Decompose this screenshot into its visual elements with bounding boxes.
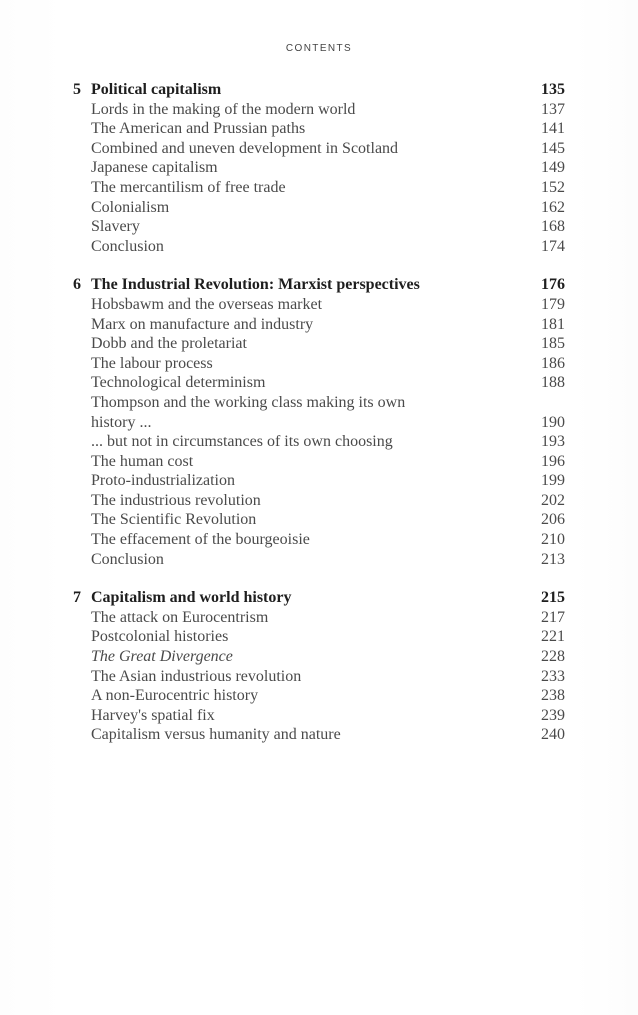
entry-page: 196	[541, 452, 565, 470]
entry-title: Proto-industrialization	[91, 472, 235, 490]
toc-entry[interactable]	[0, 354, 638, 374]
entry-title: Thompson and the working class making its own	[91, 393, 406, 411]
toc-entry[interactable]	[0, 158, 638, 178]
entry-title: The Great Divergence	[91, 648, 233, 666]
entry-page: 186	[541, 354, 565, 372]
toc-entry[interactable]	[0, 706, 638, 726]
entry-page: 188	[541, 374, 565, 392]
toc-entry[interactable]	[0, 295, 638, 315]
toc-entry[interactable]	[0, 452, 638, 472]
entry-page: 233	[541, 667, 565, 685]
entry-title: Hobsbawm and the overseas market	[91, 295, 323, 313]
toc-entry[interactable]	[0, 334, 638, 354]
entry-page: 181	[541, 315, 565, 333]
toc-entry[interactable]	[0, 315, 638, 335]
toc-entry[interactable]	[0, 100, 638, 120]
toc-entry[interactable]	[0, 217, 638, 237]
toc-entry[interactable]	[0, 647, 638, 667]
toc-entry[interactable]	[0, 491, 638, 511]
entry-page: 137	[541, 100, 565, 118]
entry-title: A non-Eurocentric history	[91, 687, 259, 705]
toc-entry[interactable]	[0, 530, 638, 550]
entry-page: 152	[541, 178, 565, 196]
chapter-page: 215	[541, 589, 565, 607]
toc-entry[interactable]	[0, 139, 638, 159]
entry-title: Marx on manufacture and industry	[91, 315, 314, 333]
entry-title: Dobb and the proletariat	[91, 335, 247, 353]
entry-title: Conclusion	[91, 550, 164, 568]
chapter-title: The Industrial Revolution: Marxist perspectives	[91, 276, 420, 294]
entry-page: 174	[541, 237, 565, 255]
toc-entry[interactable]	[0, 627, 638, 647]
entry-title: Conclusion	[91, 237, 164, 255]
entry-page: 145	[541, 139, 565, 157]
entry-page: 141	[541, 120, 565, 138]
entry-title: The human cost	[91, 452, 194, 470]
toc-entry[interactable]	[0, 178, 638, 198]
toc-entry[interactable]	[0, 198, 638, 218]
entry-title: The Asian industrious revolution	[91, 667, 302, 685]
entry-title: ... but not in circumstances of its own choosing	[91, 433, 393, 451]
chapter-number: 7	[73, 589, 81, 607]
entry-title: Japanese capitalism	[91, 159, 218, 177]
chapter-6	[0, 275, 638, 569]
toc-entry[interactable]	[0, 550, 638, 570]
chapter-page: 135	[541, 81, 565, 98]
entry-title: The labour process	[91, 354, 213, 372]
entry-page: 149	[541, 159, 565, 177]
table-of-contents	[0, 80, 638, 745]
chapter-heading[interactable]	[0, 588, 638, 608]
running-head: CONTENTS	[285, 43, 353, 54]
entry-title: Slavery	[91, 218, 140, 236]
entry-title: The industrious revolution	[91, 491, 261, 509]
toc-entry[interactable]	[0, 471, 638, 491]
entry-title: Colonialism	[91, 198, 170, 216]
toc-entry[interactable]	[0, 237, 638, 257]
entry-page: 162	[541, 198, 565, 216]
entry-title: The mercantilism of free trade	[91, 178, 286, 196]
entry-page: 221	[541, 628, 565, 646]
chapter-number: 5	[73, 81, 81, 98]
entry-page: 240	[541, 726, 565, 744]
entry-page: 179	[541, 295, 565, 313]
chapter-page: 176	[541, 276, 565, 294]
entry-page: 185	[541, 335, 565, 353]
entry-title: Technological determinism	[91, 374, 266, 392]
entry-page: 199	[541, 472, 565, 490]
entry-page: 213	[541, 550, 565, 568]
chapter-5	[0, 80, 638, 256]
entry-page: 206	[541, 511, 565, 529]
toc-entry[interactable]	[0, 725, 638, 745]
toc-entry-continued[interactable]	[0, 413, 638, 433]
chapter-title: Political capitalism	[91, 81, 222, 98]
toc-entry[interactable]	[0, 686, 638, 706]
entry-title: The American and Prussian paths	[91, 120, 306, 138]
entry-title: The Scientific Revolution	[91, 511, 257, 529]
toc-entry[interactable]	[0, 373, 638, 393]
entry-page: 190	[541, 413, 565, 431]
entry-title: Lords in the making of the modern world	[91, 100, 356, 118]
entry-title: Combined and uneven development in Scotland	[91, 139, 399, 157]
entry-title: Capitalism versus humanity and nature	[91, 726, 341, 744]
toc-entry[interactable]	[0, 608, 638, 628]
chapter-title: Capitalism and world history	[91, 589, 292, 607]
entry-title: Postcolonial histories	[91, 628, 229, 646]
entry-title: The attack on Eurocentrism	[91, 608, 269, 626]
chapter-7	[0, 588, 638, 745]
toc-entry[interactable]	[0, 510, 638, 530]
entry-page: 202	[541, 491, 565, 509]
entry-page: 238	[541, 687, 565, 705]
entry-page: 210	[541, 531, 565, 549]
entry-page: 168	[541, 218, 565, 236]
entry-page: 193	[541, 433, 565, 451]
toc-entry[interactable]	[0, 432, 638, 452]
chapter-number: 6	[73, 276, 81, 294]
toc-entry[interactable]	[0, 119, 638, 139]
entry-title: The effacement of the bourgeoisie	[91, 531, 310, 549]
chapter-heading[interactable]	[0, 275, 638, 295]
toc-entry[interactable]	[0, 667, 638, 687]
chapter-heading[interactable]	[0, 80, 638, 100]
entry-page: 239	[541, 706, 565, 724]
entry-page: 217	[541, 608, 565, 626]
entry-title: history ...	[91, 413, 152, 431]
entry-title: Harvey's spatial fix	[91, 706, 215, 724]
entry-page: 228	[541, 648, 565, 666]
toc-entry[interactable]	[0, 393, 638, 413]
